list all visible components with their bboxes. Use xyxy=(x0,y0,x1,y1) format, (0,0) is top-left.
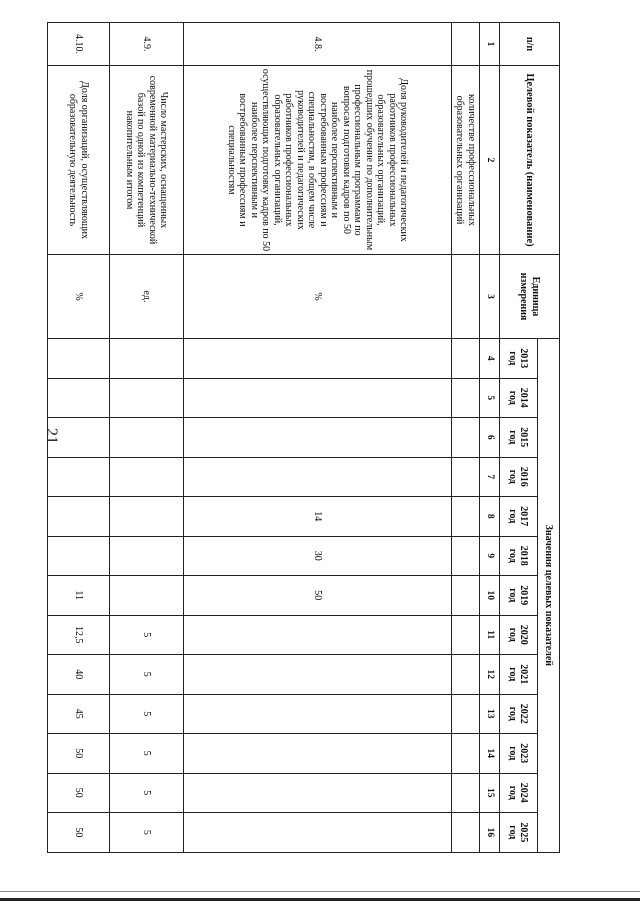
row-value: 12,5 xyxy=(48,615,110,655)
scan-edge-line xyxy=(0,898,640,901)
column-number: 3 xyxy=(480,255,500,339)
row-value: 40 xyxy=(48,655,110,695)
row-value: 5 xyxy=(110,694,184,734)
row-value xyxy=(452,734,480,774)
row-value xyxy=(452,576,480,616)
row-value xyxy=(452,536,480,576)
header-indicator: Целевой показатель (наименование) xyxy=(500,66,560,255)
header-year: 2017 год xyxy=(500,497,538,537)
row-value xyxy=(48,457,110,497)
row-indicator: Доля организаций, осуществляющих образовательную деятельность xyxy=(48,66,110,255)
header-year: 2024 год xyxy=(500,773,538,813)
row-num: 4.10. xyxy=(48,23,110,66)
table-row xyxy=(184,23,452,853)
row-value xyxy=(452,457,480,497)
column-number: 1 xyxy=(480,23,500,66)
row-value xyxy=(184,457,452,497)
row-value xyxy=(48,339,110,379)
column-number: 13 xyxy=(480,694,500,734)
table-row xyxy=(110,23,184,853)
row-num: 4.8. xyxy=(184,23,452,66)
header-year: 2025 год xyxy=(500,813,538,853)
row-value: 5 xyxy=(110,615,184,655)
row-value xyxy=(184,694,452,734)
table-row xyxy=(452,23,480,853)
row-value xyxy=(110,457,184,497)
row-value xyxy=(48,378,110,418)
header-year: 2018 год xyxy=(500,536,538,576)
header-num: п/п xyxy=(500,23,560,66)
row-value: 45 xyxy=(48,694,110,734)
row-value xyxy=(184,773,452,813)
row-value xyxy=(452,497,480,537)
row-value xyxy=(110,576,184,616)
row-value xyxy=(452,773,480,813)
row-value: 50 xyxy=(48,734,110,774)
row-value xyxy=(48,497,110,537)
row-value: 30 xyxy=(184,536,452,576)
column-number: 6 xyxy=(480,418,500,458)
header-year: 2015 год xyxy=(500,418,538,458)
row-value xyxy=(110,497,184,537)
row-value xyxy=(110,536,184,576)
row-value: 5 xyxy=(110,734,184,774)
row-value: 5 xyxy=(110,813,184,853)
row-value xyxy=(452,378,480,418)
row-value xyxy=(48,418,110,458)
row-value: 5 xyxy=(110,655,184,695)
row-num: 4.9. xyxy=(110,23,184,66)
row-value xyxy=(452,339,480,379)
row-value xyxy=(452,615,480,655)
column-number: 14 xyxy=(480,734,500,774)
column-number: 15 xyxy=(480,773,500,813)
row-indicator: Число мастерских, оснащенных современной материально-технической базой по одной из компетенций накопительным итогом xyxy=(110,66,184,255)
column-number: 11 xyxy=(480,615,500,655)
header-year: 2019 год xyxy=(500,576,538,616)
row-value: 50 xyxy=(184,576,452,616)
row-value xyxy=(110,378,184,418)
table-row xyxy=(48,23,110,853)
column-number: 7 xyxy=(480,457,500,497)
row-indicator: количестве профессиональных образовательных организаций xyxy=(452,66,480,255)
scan-edge-line xyxy=(0,891,640,892)
header-year: 2016 год xyxy=(500,457,538,497)
row-value xyxy=(184,813,452,853)
row-unit: ед. xyxy=(110,255,184,339)
rotated-table-container xyxy=(48,22,560,852)
column-number: 16 xyxy=(480,813,500,853)
row-indicator: Доля руководителей и педагогических работников профессиональных образовательных организаций, прошедших обучение по дополнительным профессиональным программам по вопросам подготовки кадров по 50 наиболее перспективным и востребованным профессиям и специальностям, в общем числе руководителей и педагогических работников профессиональных образовательных организаций, осуществляющих подготовку кадров по 50 наиболее перспективным и востребованным профессиям и специальностям xyxy=(184,66,452,255)
column-number: 12 xyxy=(480,655,500,695)
row-value xyxy=(452,418,480,458)
row-value xyxy=(184,339,452,379)
row-unit xyxy=(452,255,480,339)
column-numbers-row xyxy=(480,23,500,853)
column-number: 5 xyxy=(480,378,500,418)
row-value: 5 xyxy=(110,773,184,813)
column-number: 2 xyxy=(480,66,500,255)
header-year: 2020 год xyxy=(500,615,538,655)
row-value xyxy=(110,339,184,379)
row-value: 50 xyxy=(48,813,110,853)
row-unit: % xyxy=(48,255,110,339)
header-row-1 xyxy=(538,23,560,853)
column-number: 9 xyxy=(480,536,500,576)
header-year: 2013 год xyxy=(500,339,538,379)
column-number: 4 xyxy=(480,339,500,379)
row-value xyxy=(110,418,184,458)
row-value xyxy=(184,418,452,458)
row-value xyxy=(184,734,452,774)
row-value: 50 xyxy=(48,773,110,813)
header-year: 2014 год xyxy=(500,378,538,418)
row-value xyxy=(184,378,452,418)
header-values-group: Значения целевых показателей xyxy=(538,339,560,853)
column-number: 8 xyxy=(480,497,500,537)
header-year: 2022 год xyxy=(500,694,538,734)
column-number: 10 xyxy=(480,576,500,616)
target-indicators-table xyxy=(47,22,560,853)
row-value xyxy=(48,536,110,576)
row-value xyxy=(452,655,480,695)
row-value xyxy=(184,615,452,655)
header-unit: Единица измерения xyxy=(500,255,560,339)
row-unit: % xyxy=(184,255,452,339)
row-num xyxy=(452,23,480,66)
page-number: 21 xyxy=(43,428,60,444)
row-value: 11 xyxy=(48,576,110,616)
row-value xyxy=(452,813,480,853)
row-value xyxy=(184,655,452,695)
row-value: 14 xyxy=(184,497,452,537)
row-value xyxy=(452,694,480,734)
header-year: 2021 год xyxy=(500,655,538,695)
header-year: 2023 год xyxy=(500,734,538,774)
